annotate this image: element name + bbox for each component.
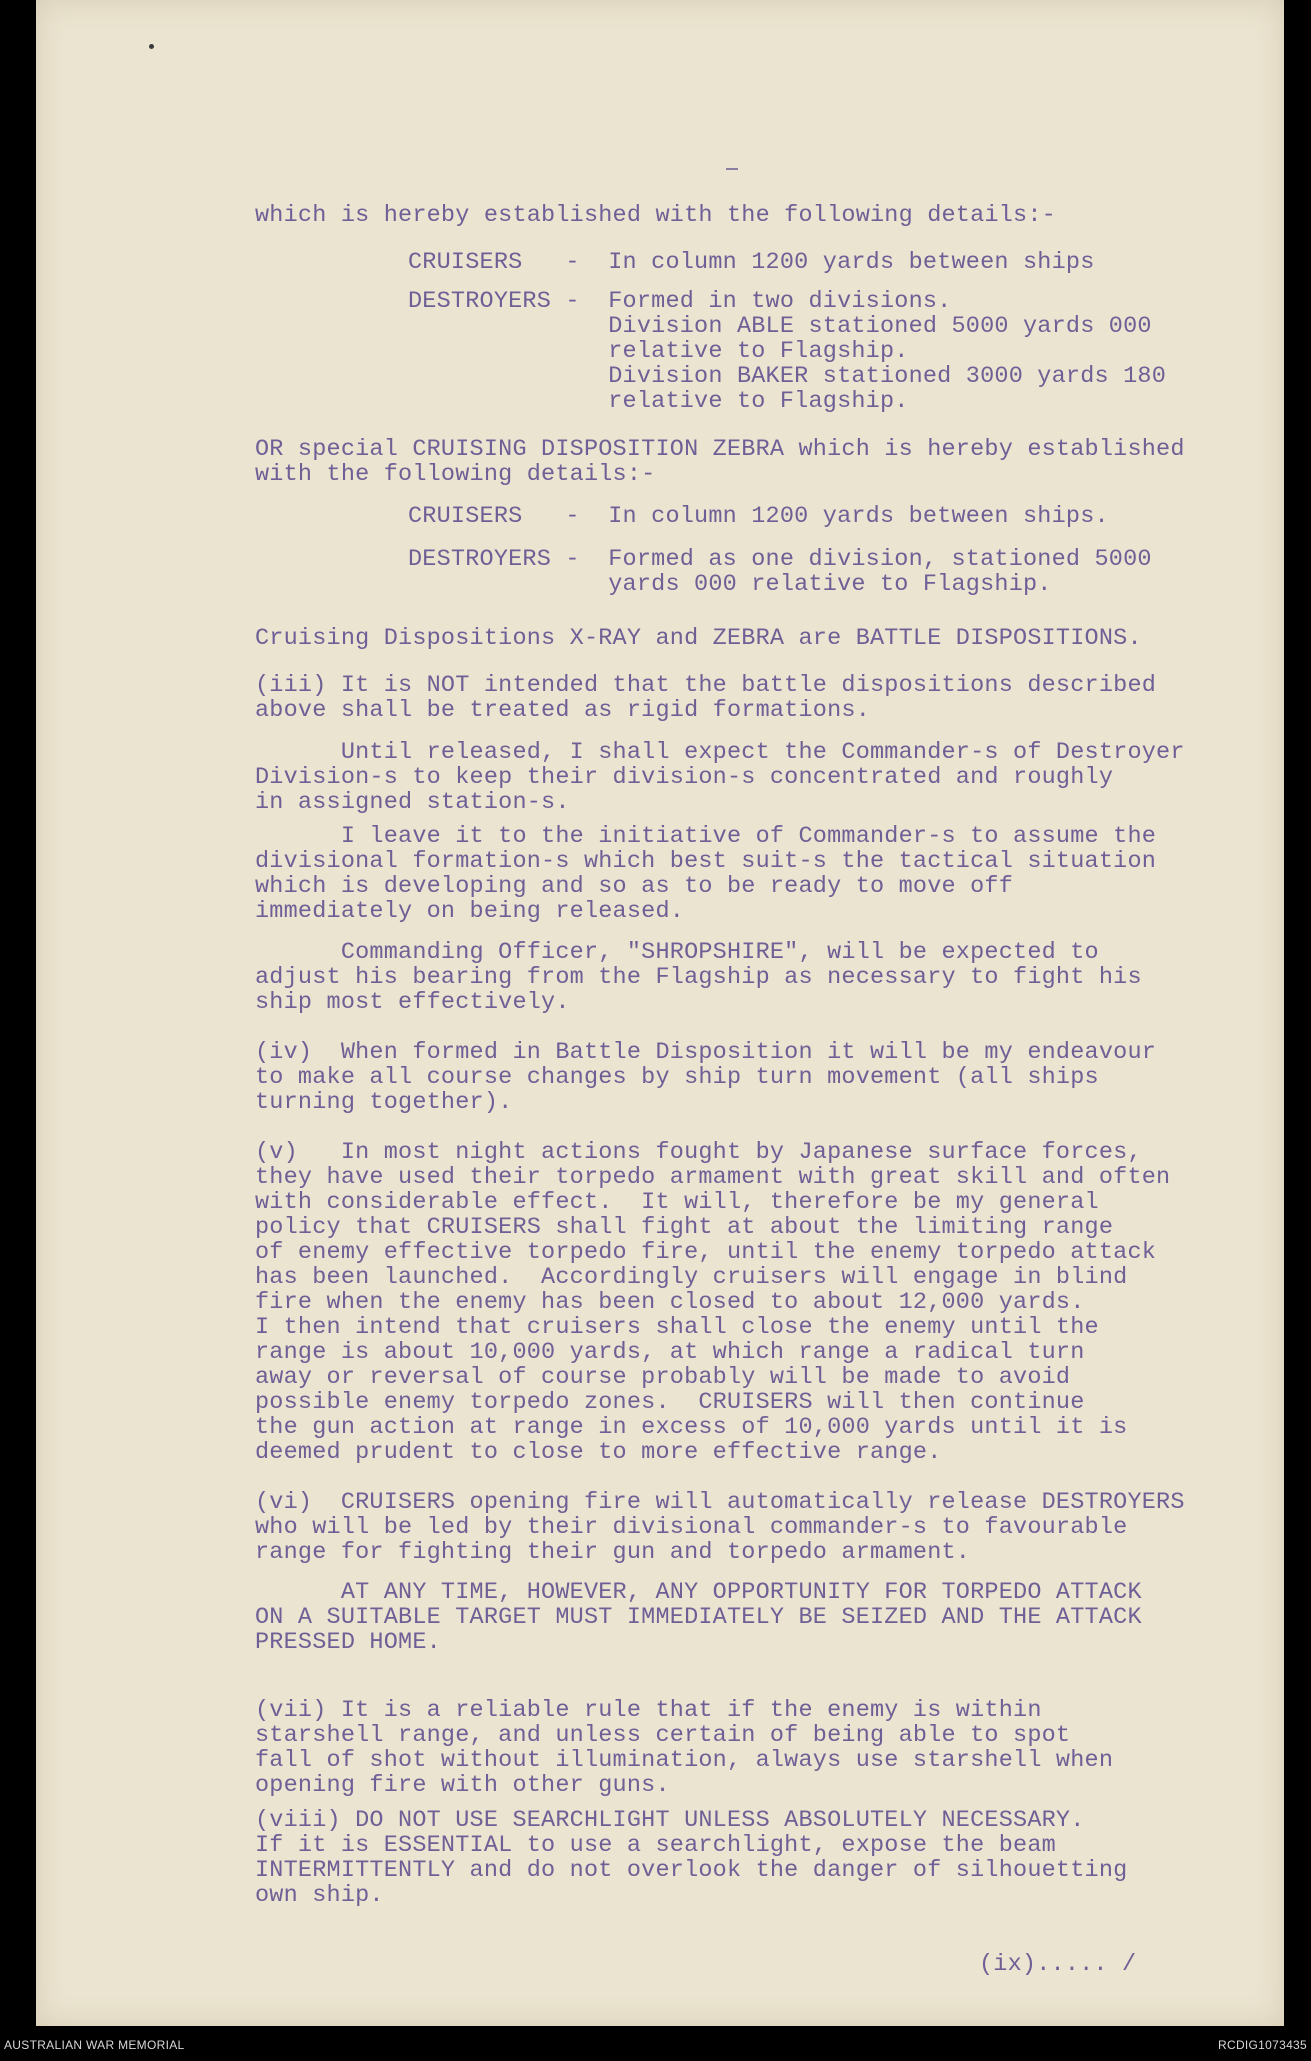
archive-credit: AUSTRALIAN WAR MEMORIAL bbox=[4, 2038, 185, 2052]
para-viii: (viii) DO NOT USE SEARCHLIGHT UNLESS ABSOLUTELY NECESSARY. If it is ESSENTIAL to use a searchlight, expose the beam INTERMITTENTLY and do not overlook the danger of silhouetting own ship. bbox=[255, 1807, 1128, 1909]
para-commanding-officer: Commanding Officer, "SHROPSHIRE", will be expected to adjust his bearing from the Flagship as necessary to fight his ship most effectively. bbox=[255, 939, 1142, 1016]
continuation-marker: (ix)..... / bbox=[979, 1951, 1137, 1978]
intro-line: which is hereby established with the following details:- bbox=[255, 202, 1056, 229]
para-until-released: Until released, I shall expect the Commander-s of Destroyer Division-s to keep their division-s concentrated and roughly in assigned station-s. bbox=[255, 739, 1185, 816]
para-vi: (vi) CRUISERS opening fire will automatically release DESTROYERS who will be led by their divisional commander-s to favourable range for fighting their gun and torpedo armament. bbox=[255, 1489, 1185, 1566]
archive-id: RCDIG1073435 bbox=[1218, 2038, 1307, 2052]
para-any-time: AT ANY TIME, HOWEVER, ANY OPPORTUNITY FOR TORPEDO ATTACK ON A SUITABLE TARGET MUST IMMEDIATELY BE SEIZED AND THE ATTACK PRESSED HOME. bbox=[255, 1579, 1142, 1656]
pin-hole-mark bbox=[149, 44, 154, 49]
para-iii: (iii) It is NOT intended that the battle dispositions described above shall be treated as rigid formations. bbox=[255, 672, 1157, 724]
xray-destroyers: DESTROYERS - Formed in two divisions. Division ABLE stationed 5000 yards 000 relative to Flagship. Division BAKER stationed 3000 yards 180 relative to Flagship. bbox=[408, 288, 1167, 415]
zebra-destroyers: DESTROYERS - Formed as one division, stationed 5000 yards 000 relative to Flagship. bbox=[408, 546, 1152, 598]
page-top-dash bbox=[726, 168, 738, 170]
document-page bbox=[36, 0, 1284, 2026]
zebra-intro: OR special CRUISING DISPOSITION ZEBRA which is hereby established with the following details:- bbox=[255, 436, 1185, 488]
battle-dispositions-line: Cruising Dispositions X-RAY and ZEBRA are BATTLE DISPOSITIONS. bbox=[255, 625, 1142, 652]
para-vii: (vii) It is a reliable rule that if the enemy is within starshell range, and unless certain of being able to spot fall of shot without illumination, always use starshell when opening fire with other guns. bbox=[255, 1697, 1114, 1799]
para-v: (v) In most night actions fought by Japanese surface forces, they have used their torpedo armament with great skill and often with considerable effect. It will, therefore be my general policy that CRUISERS shall fight at about the limiting range of enemy effective torpedo fire, until the enemy torpedo attack has been launched. Accordingly cruisers will engage in blind fire when the enemy has been closed to about 12,000 yards. I then intend that cruisers shall close the enemy until the range is about 10,000 yards, at which range a radical turn away or reversal of course probably will be made to avoid possible enemy torpedo zones. CRUISERS will then continue the gun action at range in excess of 10,000 yards until it is deemed prudent to close to more effective range. bbox=[255, 1139, 1171, 1466]
xray-cruisers: CRUISERS - In column 1200 yards between ships bbox=[408, 249, 1095, 276]
zebra-cruisers: CRUISERS - In column 1200 yards between ships. bbox=[408, 503, 1109, 530]
para-iv: (iv) When formed in Battle Disposition it will be my endeavour to make all course changes by ship turn movement (all ships turning together). bbox=[255, 1039, 1157, 1116]
para-initiative: I leave it to the initiative of Commander-s to assume the divisional formation-s which best suit-s the tactical situation which is developing and so as to be ready to move off immediately on being released. bbox=[255, 823, 1157, 925]
